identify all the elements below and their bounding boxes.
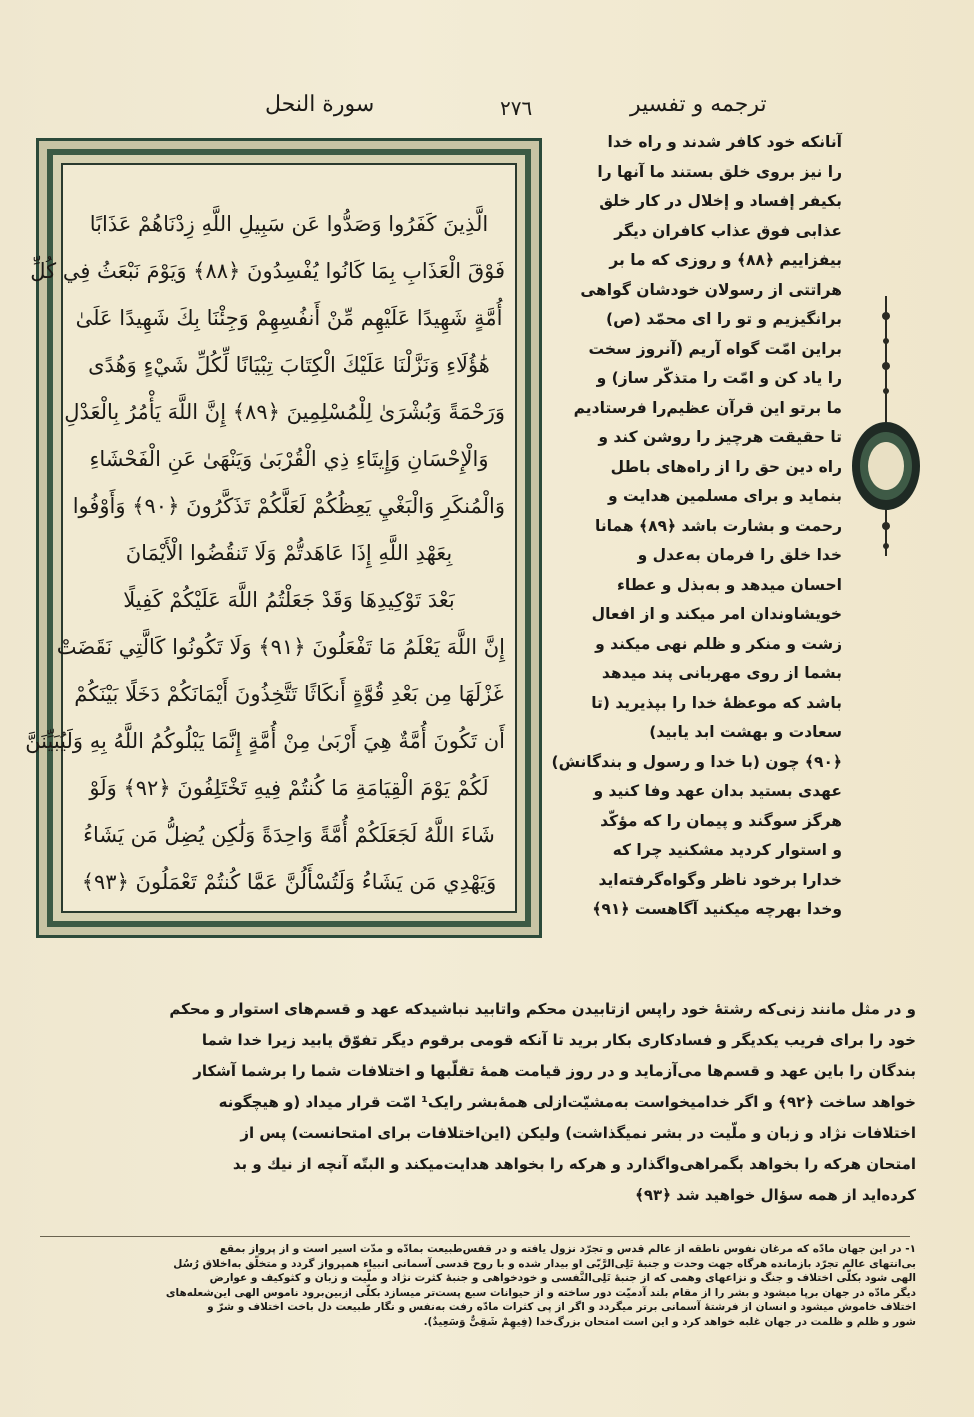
- translation-line: اختلافات نژاد و زبان و ملّیت در بشر نمیگذاشت) ولیکن (این‌اختلافات برای امتحانست) پس از: [240, 1124, 916, 1142]
- translation-column: [552, 128, 842, 925]
- quran-line: بَعْدَ تَوْكِيدِهَا وَقَدْ جَعَلْتُمُ اللَّهَ عَلَيْكُمْ كَفِيلًا: [123, 588, 455, 612]
- translation-line: سعادت و بهشت ابد یابید): [649, 723, 842, 741]
- hizb-marker-icon: [848, 296, 924, 556]
- translation-line: خویشاوندان امر میکند و از افعال: [591, 605, 842, 623]
- footnote-line: شور و ظلم و ظلمت در جهان غلبه خواهد کرد و این است امتحان بزرگ‌خدا (فِیهِمْ شَقِیٌّ وَسَعِیدٌ).: [423, 1315, 916, 1328]
- quran-line: لَكُمْ يَوْمَ الْقِيَامَةِ مَا كُنتُمْ فِيهِ تَخْتَلِفُونَ ﴿٩٢﴾ وَلَوْ: [89, 776, 489, 800]
- footnote-line: اختلاف خاموش میشود و انسان از فرشتهٔ آسمانی برتر میگردد و اگر از پی کثرات مادّه رفت به‌نفس و نگار طبیعت دل باخت اختلاف و شرّ و: [207, 1301, 916, 1313]
- quran-line: أُمَّةٍ شَهِيدًا عَلَيْهِم مِّنْ أَنفُسِهِمْ وَجِئْنَا بِكَ شَهِيدًا عَلَىٰ: [75, 306, 503, 330]
- translation-line: و استوار کردید مشکنید چرا که: [612, 841, 842, 859]
- translation-line: هرگز سوگند و پیمان را که مؤکّد: [600, 811, 842, 830]
- quran-line: غَزْلَهَا مِن بَعْدِ قُوَّةٍ أَنكَاثًا تَتَّخِذُونَ أَيْمَانَكُمْ دَخَلًا بَيْنَكُمْ: [74, 682, 504, 706]
- translation-line: راه دین حق را از راه‌های باطل: [610, 457, 842, 476]
- quran-frame: [25, 138, 542, 938]
- footnote-line: الهی شود بکلّی اختلاف و جنگ و نزاعهای وهمی که از جنبهٔ تَلِی‌النَّفسی و خودخواهی و جنبهٔ کثرت نژاد و ملّیت و زبان و کثوکیف و عوارض: [209, 1272, 916, 1284]
- translation-line: باشد که موعظهٔ خدا را بپذیرید (تا: [591, 693, 842, 712]
- footnote-line: بی‌انتهای عالم تجرّد بازمانده هرگاه جهت وحدت و جنبهٔ تَلِی‌الرَّبّی او بیدار شده و با روح قدسی آسمانی انبیاء همپرواز گردد و متخلّق به‌اخلاق رُسُل: [173, 1257, 916, 1270]
- quran-line: شَاءَ اللَّهُ لَجَعَلَكُمْ أُمَّةً وَاحِدَةً وَلَٰكِن يُضِلُّ مَن يَشَاءُ: [83, 823, 495, 847]
- quran-line: فَوْقَ الْعَذَابِ بِمَا كَانُوا يُفْسِدُونَ ﴿٨٨﴾ وَيَوْمَ نَبْعَثُ فِي كُلِّ: [30, 259, 505, 283]
- footnotes: [36, 1242, 916, 1329]
- translation-line: آنانکه خود کافر شدند و راه خدا: [607, 133, 842, 151]
- translation-line: تا حقیقت هرچیز را روشن کند و: [598, 428, 842, 446]
- translation-line: عهدی بستید بدان عهد وفا کنید و: [593, 782, 842, 800]
- translation-line: بکیفر إفساد و إخلال در کار خلق: [599, 192, 842, 210]
- quran-text: [25, 201, 505, 906]
- frame-panel: [25, 163, 517, 913]
- translation-line: براین امّت گواه آریم (آنروز سخت: [588, 339, 842, 358]
- translation-line: بیفزاییم ﴿٨٨﴾ و روزی که ما بر: [609, 251, 842, 269]
- translation-line: رحمت و بشارت باشد ﴿٨٩﴾ همانا: [595, 516, 842, 535]
- translation-line: کرده‌اید از همه سؤال خواهید شد ﴿٩٣﴾: [635, 1186, 916, 1204]
- page-header: [30, 92, 910, 128]
- translation-line: هراتتی از رسولان خودشان گواهی: [580, 280, 842, 299]
- translation-line: ما برتو این قرآن عظیم‌را فرستادیم: [573, 398, 842, 417]
- translation-line: را نیز بروی خلق بستند ما آنها را: [597, 162, 842, 181]
- footnote-divider: [40, 1236, 910, 1237]
- full-width-translation: [36, 994, 916, 1211]
- translation-line: را یاد کن و امّت را متذکّر ساز) و: [596, 369, 842, 387]
- surah-title: سورة النحل: [265, 92, 375, 117]
- page-number: ٢٧٦: [500, 96, 533, 120]
- translation-line: خود را برای فریب یکدیگر و فسادکاری بکار برید تا آنکه قومی برقوم دیگر تفوّق یابید زیرا خدا شما: [201, 1031, 916, 1049]
- translation-line: بنماید و برای مسلمین هدایت و: [608, 487, 842, 505]
- translation-line: برانگیزیم و تو را ای محمّد (ص): [606, 310, 842, 328]
- quran-line: وَيَهْدِي مَن يَشَاءُ وَلَتُسْأَلُنَّ عَمَّا كُنتُمْ تَعْمَلُونَ ﴿٩٣﴾: [81, 870, 497, 894]
- translation-line: ﴿٩٠﴾ چون (با خدا و رسول و بندگانش): [551, 752, 842, 771]
- quran-line: وَالْإِحْسَانِ وَإِيتَاءِ ذِي الْقُرْبَىٰ وَيَنْهَىٰ عَنِ الْفَحْشَاءِ: [89, 447, 489, 471]
- translation-line: و در مثل مانند زنی‌که رشتهٔ خود راپس ازتابیدن محکم واتابید نباشیدکه عهد و قسم‌های استوار و محکم: [169, 1000, 916, 1018]
- quran-line: أَن تَكُونَ أُمَّةٌ هِيَ أَرْبَىٰ مِنْ أُمَّةٍ إِنَّمَا يَبْلُوكُمُ اللَّهُ بِهِ وَلَيُبَيِّنَنَّ: [25, 729, 505, 753]
- quran-line: بِعَهْدِ اللَّهِ إِذَا عَاهَدتُّمْ وَلَا تَنقُضُوا الْأَيْمَانَ: [125, 541, 453, 565]
- translation-line: عذابی فوق عذاب کافران دیگر: [614, 221, 842, 240]
- translation-line: بشما از روی مهربانی پند میدهد: [601, 664, 842, 682]
- translation-line: خواهد ساخت ﴿٩٢﴾ و اگر خدامیخواست به‌مشیّت‌ازلی همهٔ‌بشر رایک¹ امّت قرار میداد (و هیچگونه: [218, 1093, 916, 1111]
- translation-line: بندگان را باین عهد و قسم‌ها می‌آزماید و در روز قیامت همهٔ تقلّبها و اختلافات شما را برشما آشکار: [193, 1062, 916, 1080]
- translation-line: خدارا برخود ناظر وگواه‌گرفته‌اید: [598, 870, 842, 889]
- footnote-line: ١- در این جهان مادّه که مرغان نفوس ناطقه از عالم قدس و تجرّد نزول یافته و در قفس‌طبیعت بمادّه و مدّت اسیر است و از پرواز بمقع: [219, 1243, 916, 1255]
- footnote-line: دیگر مادّه در جهان برپا میشود و بشر را از مقام بلند آدمیّت دور ساخته و از حیوانات سبع پست‌تر میسازد بکلّی ازبین‌برود ناموس الهی این‌شعله‌های: [165, 1286, 916, 1299]
- quran-line: إِنَّ اللَّهَ يَعْلَمُ مَا تَفْعَلُونَ ﴿٩١﴾ وَلَا تَكُونُوا كَالَّتِي نَقَضَتْ: [56, 635, 505, 659]
- translation-line: وخدا بهرچه میکنید آگاهست ﴿٩١﴾: [592, 900, 842, 918]
- translation-line: احسان میدهد و به‌بذل و عطاء: [616, 575, 842, 594]
- frame-border: [25, 149, 531, 927]
- translation-line: زشت و منکر و ظلم نهی میکند و: [595, 634, 842, 653]
- quran-line: هَٰؤُلَاءِ وَنَزَّلْنَا عَلَيْكَ الْكِتَابَ تِبْيَانًا لِّكُلِّ شَيْءٍ وَهُدًى: [88, 353, 490, 377]
- quran-line: وَالْمُنكَرِ وَالْبَغْيِ يَعِظُكُمْ لَعَلَّكُمْ تَذَكَّرُونَ ﴿٩٠﴾ وَأَوْفُوا: [72, 494, 505, 518]
- book-title: ترجمه و تفسير: [630, 92, 767, 117]
- translation-line: خدا خلق را فرمان به‌عدل و: [637, 546, 842, 564]
- quran-line: وَرَحْمَةً وَبُشْرَىٰ لِلْمُسْلِمِينَ ﴿٨٩﴾ إِنَّ اللَّهَ يَأْمُرُ بِالْعَدْلِ: [64, 400, 505, 424]
- translation-line: امتحان هرکه را بخواهد بگمراهی‌واگذارد و هرکه را بخواهد هدایت‌میکند و البتّه آنچه از نیك و بد: [232, 1155, 916, 1173]
- quran-line: الَّذِينَ كَفَرُوا وَصَدُّوا عَن سَبِيلِ اللَّهِ زِدْنَاهُمْ عَذَابًا: [89, 212, 489, 236]
